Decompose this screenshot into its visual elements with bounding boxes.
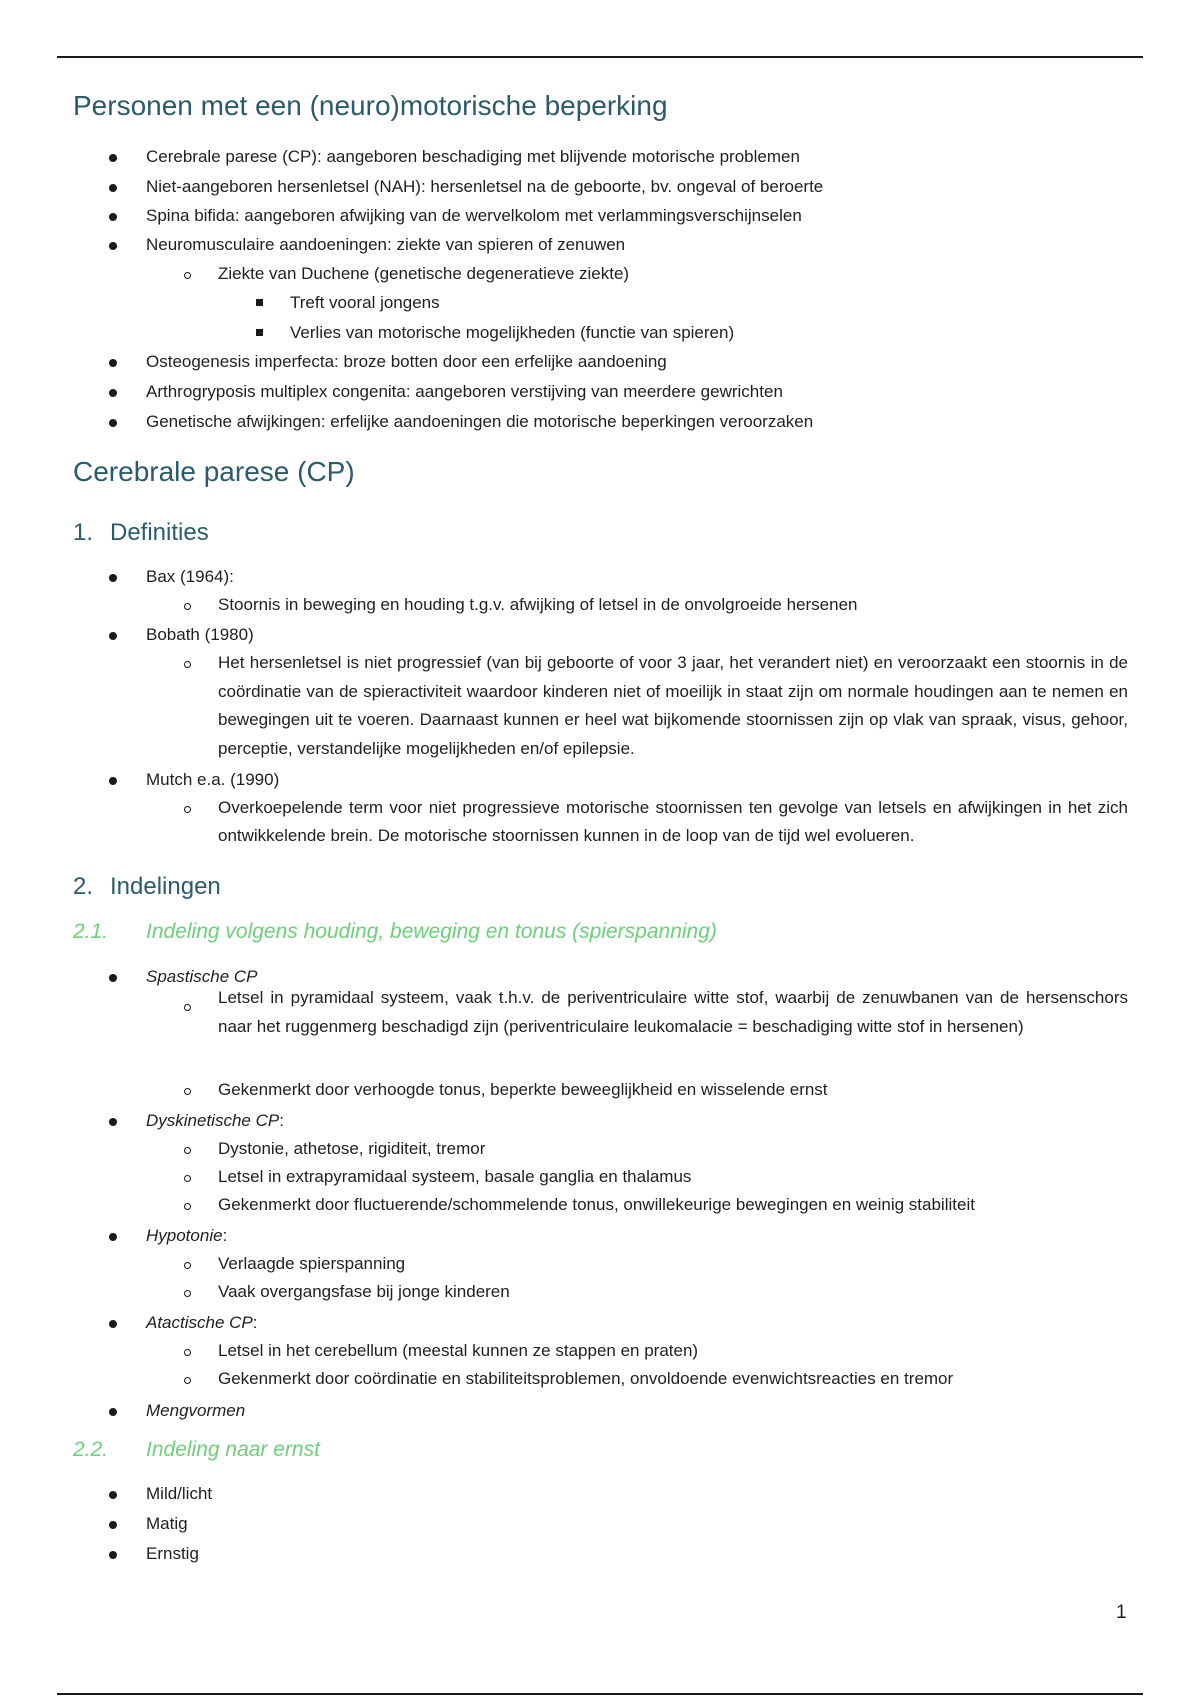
cp-type-hypotonie (146, 1225, 227, 1247)
list-item: Spina bifida: aangeboren afwijking van de wervelkolom met verlammingsverschijnselen (146, 206, 802, 225)
bullet-circle-icon (184, 1175, 191, 1182)
heading-text: Indelingen (110, 873, 221, 900)
bullet-circle-icon (184, 1147, 191, 1154)
bullet-disc-icon (109, 574, 117, 582)
list-item: Verlies van motorische mogelijkheden (functie van spieren) (290, 323, 735, 342)
bullet-circle-icon (184, 1262, 191, 1269)
cp-type-mengvormen: Mengvormen (146, 1401, 246, 1420)
bullet-circle-icon (184, 1349, 191, 1356)
bullet-disc-icon (109, 242, 117, 250)
colon: : (279, 1111, 284, 1130)
bullet-circle-icon (184, 1290, 191, 1297)
cp-type-dyskinetisch (146, 1110, 284, 1132)
definition-text-bax: Stoornis in beweging en houding t.g.v. afwijking of letsel in de onvolgroeide hersenen (218, 595, 858, 614)
list-item: Arthrogryposis multiplex congenita: aangeboren verstijving van meerdere gewrichten (146, 382, 783, 401)
list-item: Neuromusculaire aandoeningen: ziekte van spieren of zenuwen (146, 235, 626, 254)
list-item: Cerebrale parese (CP): aangeboren beschadiging met blijvende motorische problemen (146, 147, 800, 166)
list-item: Letsel in het cerebellum (meestal kunnen ze stappen en praten) (218, 1341, 699, 1360)
list-item: Treft vooral jongens (290, 293, 440, 312)
colon: : (252, 1313, 258, 1332)
list-item: Verlaagde spierspanning (218, 1254, 406, 1273)
heading-text: Definities (110, 519, 209, 546)
list-item: Ernstig (146, 1544, 199, 1563)
cp-type-label: Dyskinetische CP (146, 1111, 280, 1130)
list-item: Mild/licht (146, 1484, 213, 1503)
bullet-disc-icon (109, 1551, 117, 1559)
bullet-disc-icon (109, 213, 117, 221)
heading-text: Indeling volgens houding, beweging en tonus (spierspanning) (146, 920, 717, 943)
bullet-disc-icon (109, 389, 117, 397)
bullet-circle-icon (184, 1088, 191, 1095)
bullet-circle-icon (184, 806, 191, 813)
cp-type-label: Hypotonie (146, 1226, 223, 1245)
list-item: Letsel in extrapyramidaal systeem, basale ganglia en thalamus (218, 1167, 692, 1186)
definition-source-bobath: Bobath (1980) (146, 625, 254, 644)
bullet-circle-icon (184, 1203, 191, 1210)
bullet-disc-icon (109, 1118, 117, 1126)
bullet-disc-icon (109, 419, 117, 427)
heading-text: Indeling naar ernst (146, 1438, 320, 1461)
list-item: Gekenmerkt door coördinatie en stabiliteitsproblemen, onvoldoende evenwichtsreacties en tremor (218, 1369, 954, 1388)
heading-motorische-beperking: Personen met een (neuro)motorische beperking (73, 90, 668, 121)
page-number: 1 (1116, 1602, 1127, 1623)
bullet-disc-icon (109, 1408, 117, 1416)
bullet-disc-icon (109, 1320, 117, 1328)
list-item: Letsel in pyramidaal systeem, vaak t.h.v. de periventriculaire witte stof, waarbij de zenuwbanen van de hersenschors naar het ruggenmerg beschadigd zijn (periventriculaire leukomalacie = beschadiging witte stof in hersenen) (218, 988, 1128, 1036)
heading-indeling-ernst (73, 1438, 320, 1462)
definition-text-bobath: Het hersenletsel is niet progressief (van bij geboorte of voor 3 jaar, het verandert niet) en veroorzaakt een stoornis in de coördinatie van de spieractiviteit waardoor kinderen niet of moeilijk in staat zijn om normale houdingen aan te nemen en bewegingen uit te voeren. Daarnaast kunnen er heel wat bijkomende stoornissen zijn op vlak van spraak, visus, gehoor, perceptie, verstandelijke mogelijkheden en/of epilepsie. (218, 653, 1128, 758)
bullet-square-icon (256, 329, 263, 336)
heading-indeling-houding (73, 920, 717, 944)
heading-number: 2.1. (73, 920, 109, 943)
bullet-square-icon (256, 299, 263, 306)
heading-number: 2. (73, 873, 94, 900)
list-item: Dystonie, athetose, rigiditeit, tremor (218, 1139, 486, 1158)
bullet-circle-icon (184, 603, 191, 610)
list-item: Osteogenesis imperfecta: broze botten door een erfelijke aandoening (146, 352, 667, 371)
bullet-disc-icon (109, 1521, 117, 1529)
colon: : (222, 1226, 228, 1245)
definition-source-bax: Bax (1964): (146, 567, 234, 586)
bullet-disc-icon (109, 184, 117, 192)
bullet-disc-icon (109, 359, 117, 367)
heading-definities (73, 519, 209, 547)
heading-indelingen (73, 873, 221, 901)
definition-text-mutch: Overkoepelende term voor niet progressieve motorische stoornissen ten gevolge van letsels en afwijkingen in het zich ontwikkelende brein. De motorische stoornissen kunnen in de loop van de tijd wel evolueren. (218, 798, 1128, 845)
cp-type-atactisch (146, 1312, 258, 1334)
list-item: Niet-aangeboren hersenletsel (NAH): hersenletsel na de geboorte, bv. ongeval of beroerte (146, 177, 824, 196)
bullet-circle-icon (184, 661, 191, 668)
bullet-disc-icon (109, 777, 117, 785)
bullet-disc-icon (109, 1233, 117, 1241)
cp-type-spastisch: Spastische CP (146, 967, 258, 986)
list-item: Ziekte van Duchene (genetische degeneratieve ziekte) (218, 264, 630, 283)
cp-type-label: Atactische CP (146, 1313, 253, 1332)
bullet-circle-icon (184, 1377, 191, 1384)
bullet-circle-icon (184, 272, 191, 279)
bullet-disc-icon (109, 632, 117, 640)
list-item: Vaak overgangsfase bij jonge kinderen (218, 1282, 510, 1301)
heading-cerebrale-parese: Cerebrale parese (CP) (73, 456, 355, 487)
bullet-disc-icon (109, 154, 117, 162)
list-item: Gekenmerkt door verhoogde tonus, beperkte beweeglijkheid en wisselende ernst (218, 1080, 828, 1099)
list-item: Matig (146, 1514, 188, 1533)
definition-source-mutch: Mutch e.a. (1990) (146, 770, 280, 789)
heading-number: 2.2. (73, 1438, 109, 1461)
heading-number: 1. (73, 519, 94, 546)
bullet-circle-icon (184, 1004, 191, 1011)
footer-rule (57, 1693, 1143, 1695)
bullet-disc-icon (109, 1491, 117, 1499)
list-item: Genetische afwijkingen: erfelijke aandoeningen die motorische beperkingen veroorzaken (146, 412, 814, 431)
list-item: Gekenmerkt door fluctuerende/schommelende tonus, onwillekeurige bewegingen en weinig stabiliteit (218, 1195, 975, 1214)
bullet-disc-icon (109, 974, 117, 982)
